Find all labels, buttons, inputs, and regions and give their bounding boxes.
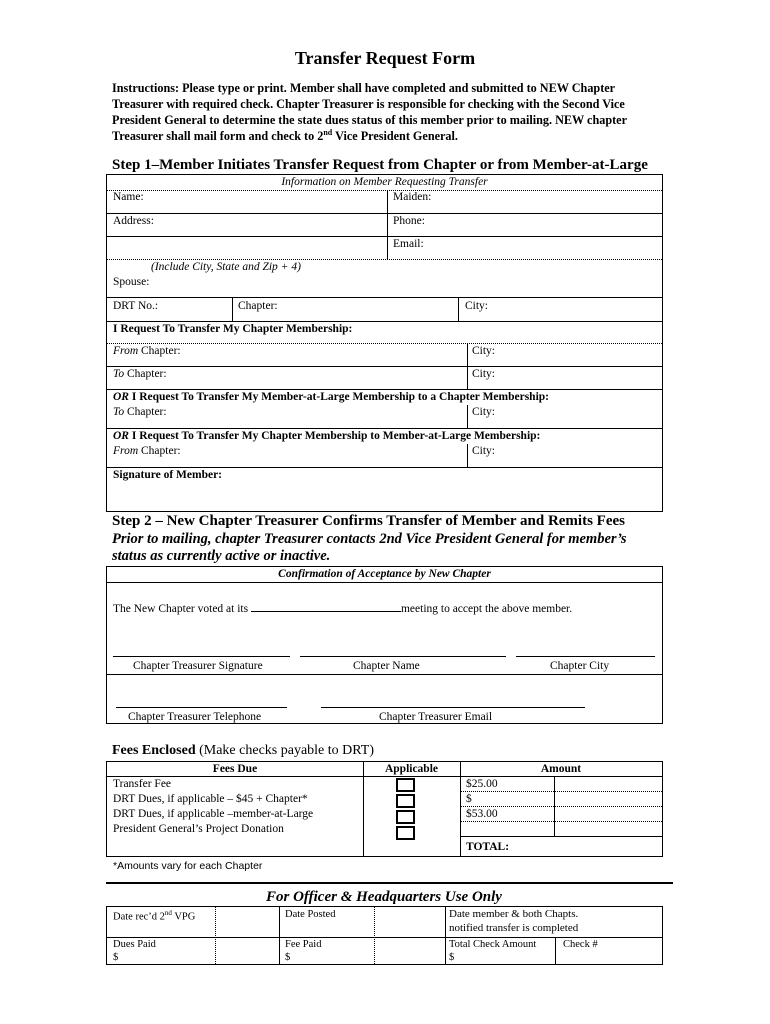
from-city-field[interactable]: City: <box>472 345 496 357</box>
address-field[interactable]: Address: <box>113 215 154 227</box>
page-title: Transfer Request Form <box>294 48 476 68</box>
date-notified-label-2: notified transfer is completed <box>449 922 579 934</box>
fee-row-label: DRT Dues, if applicable –member-at-Large <box>113 808 314 820</box>
chapter-name-label: Chapter Name <box>353 660 420 672</box>
address-note: (Include City, State and Zip + 4) <box>151 261 301 273</box>
phone-field[interactable]: Phone: <box>393 215 425 227</box>
fee-row-label: President General’s Project Donation <box>113 823 284 835</box>
fee-paid-dollar: $ <box>285 952 291 963</box>
member-info-header: Information on Member Requesting Transfer <box>281 176 488 188</box>
from-chapter-field[interactable]: From Chapter: <box>113 345 181 357</box>
treasurer-email-label: Chapter Treasurer Email <box>379 711 493 723</box>
date-posted-label: Date Posted <box>285 909 336 920</box>
mal-to-chapter-field[interactable]: To Chapter: <box>113 406 167 418</box>
chapter-city-label: Chapter City <box>550 660 610 672</box>
voted-line: The New Chapter voted at its meeting to accept the above member. <box>113 603 573 615</box>
to-city-field[interactable]: City: <box>472 368 496 380</box>
drt-no-field[interactable]: DRT No.: <box>113 300 159 312</box>
name-field[interactable]: Name: <box>113 191 144 203</box>
applicable-checkbox[interactable] <box>396 826 415 840</box>
chapter-field[interactable]: Chapter: <box>238 300 278 312</box>
applicable-checkbox[interactable] <box>396 778 415 792</box>
member-info-table <box>106 174 663 512</box>
fee-row-label: Transfer Fee <box>113 778 172 790</box>
dues-paid-label: Dues Paid <box>113 939 156 950</box>
step2-subheading: Prior to mailing, chapter Treasurer contacts 2nd Vice President General for member’s status as currently active or inactive. <box>112 531 627 564</box>
officer-heading: For Officer & Headquarters Use Only <box>266 889 502 905</box>
applicable-header: Applicable <box>384 763 439 775</box>
chapter-to-mal-city-field[interactable]: City: <box>472 445 496 457</box>
request-chapter-to-mal-label: OR I Request To Transfer My Chapter Membership to Member-at-Large Membership: <box>113 430 541 442</box>
request-mal-to-chapter-label: OR I Request To Transfer My Member-at-Large Membership to a Chapter Membership: <box>113 391 549 403</box>
to-chapter-field[interactable]: To Chapter: <box>113 368 167 380</box>
instructions-sup: nd <box>323 127 333 137</box>
date-notified-label-1: Date member & both Chapts. <box>449 908 579 920</box>
applicable-checkbox[interactable] <box>396 810 415 824</box>
officer-table <box>106 906 663 965</box>
meeting-date-field[interactable] <box>251 601 401 612</box>
confirmation-table <box>106 566 663 724</box>
fees-note: *Amounts vary for each Chapter <box>113 860 263 872</box>
total-check-dollar: $ <box>449 952 455 963</box>
confirmation-header: Confirmation of Acceptance by New Chapter <box>278 568 491 580</box>
applicable-checkbox[interactable] <box>396 794 415 808</box>
check-number-label: Check # <box>563 939 598 950</box>
fee-row-label: DRT Dues, if applicable – $45 + Chapter* <box>113 793 308 805</box>
instructions-text-end: Vice President General. <box>332 129 458 143</box>
fees-table <box>106 761 663 857</box>
fee-row-amount: $53.00 <box>466 808 498 820</box>
fee-row-amount: $ <box>466 793 472 805</box>
maiden-field[interactable]: Maiden: <box>393 191 432 203</box>
request-chapter-label: I Request To Transfer My Chapter Membership: <box>113 323 353 335</box>
date-received-label: Date rec’d 2nd VPG <box>113 909 196 923</box>
total-check-label: Total Check Amount <box>449 939 537 950</box>
dues-paid-dollar: $ <box>113 952 119 963</box>
instructions-text: : Please type or print. Member shall have completed and submitted to NEW Chapter Treasurer with required check. Chapter Treasurer is responsible for checking with the Second Vice President General to determine the state dues status of this member prior to mailing. NEW chapter Treasurer shall mail form and check to 2 <box>112 81 627 143</box>
amount-header: Amount <box>540 763 582 775</box>
spouse-field[interactable]: Spouse: <box>113 276 150 288</box>
chapter-to-mal-field[interactable]: From Chapter: <box>113 445 181 457</box>
fees-heading: Fees Enclosed (Make checks payable to DRT) <box>112 743 374 758</box>
mal-to-city-field[interactable]: City: <box>472 406 496 418</box>
fees-total: TOTAL: <box>466 841 510 853</box>
step2-heading: Step 2 – New Chapter Treasurer Confirms Transfer of Member and Remits Fees <box>112 513 625 529</box>
fees-due-header: Fees Due <box>212 763 258 775</box>
city-field[interactable]: City: <box>465 300 489 312</box>
treasurer-telephone-label: Chapter Treasurer Telephone <box>128 711 262 723</box>
fee-row-amount: $25.00 <box>466 778 498 790</box>
email-field[interactable]: Email: <box>393 238 424 250</box>
fee-paid-label: Fee Paid <box>285 939 322 950</box>
member-signature-field[interactable]: Signature of Member: <box>113 469 223 481</box>
step1-heading: Step 1–Member Initiates Transfer Request from Chapter or from Member-at-Large <box>112 157 648 173</box>
instructions <box>112 80 660 144</box>
instructions-label: Instructions <box>112 81 175 95</box>
treasurer-signature-label: Chapter Treasurer Signature <box>133 660 263 672</box>
